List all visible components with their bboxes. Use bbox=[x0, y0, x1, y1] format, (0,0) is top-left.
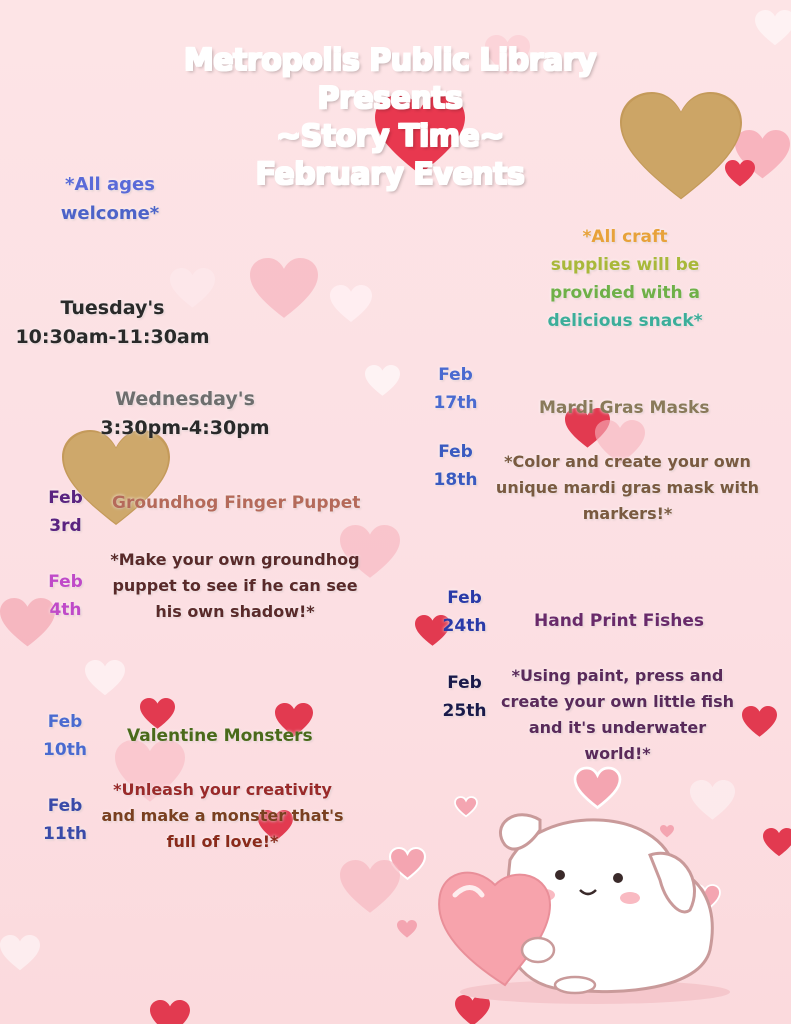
event-date-feb-11: Feb 11th bbox=[43, 796, 87, 844]
tuesday-label: Tuesday's bbox=[60, 297, 165, 319]
event-date-feb-10: Feb 10th bbox=[43, 712, 87, 760]
heart-icon bbox=[150, 1000, 190, 1024]
craft-supplies-note: *All craft supplies will be provided with a delicious snack* bbox=[547, 227, 703, 331]
wednesday-label: Wednesday's bbox=[115, 388, 255, 410]
heart-icon bbox=[763, 828, 791, 856]
wednesday-schedule bbox=[80, 385, 290, 443]
event-date-feb-18: Feb 18th bbox=[433, 442, 478, 490]
heart-icon bbox=[85, 660, 125, 695]
event-date-feb-4: Feb 4th bbox=[48, 572, 83, 620]
heart-icon bbox=[140, 698, 175, 729]
story-time-title: ~Story Time~ bbox=[276, 119, 504, 154]
library-name: Metropolis Public Library bbox=[183, 43, 597, 78]
tuesday-schedule bbox=[0, 294, 225, 352]
glitter-heart-icon bbox=[620, 92, 742, 199]
presents-line: Presents bbox=[317, 81, 463, 116]
heart-icon bbox=[397, 920, 417, 938]
event-desc-groundhog: *Make your own groundhog puppet to see if he can see his own shadow!* bbox=[110, 550, 360, 621]
heart-icon bbox=[340, 860, 400, 913]
page-header bbox=[150, 42, 630, 194]
heart-icon bbox=[250, 258, 318, 318]
event-title-valentine-monsters: Valentine Monsters bbox=[127, 726, 313, 746]
event-desc-valentine-monsters: *Unleash your creativity and make a monster that's full of love!* bbox=[101, 780, 344, 851]
heart-icon bbox=[725, 160, 755, 186]
event-desc-mardi-gras: *Color and create your own unique mardi gras mask with markers!* bbox=[495, 452, 760, 523]
event-date-feb-3: Feb 3rd bbox=[48, 488, 83, 536]
event-title-mardi-gras: Mardi Gras Masks bbox=[539, 398, 710, 418]
heart-icon bbox=[330, 285, 372, 322]
heart-icon bbox=[755, 10, 791, 45]
heart-icon bbox=[365, 365, 400, 396]
heart-icon bbox=[0, 935, 40, 970]
event-date-feb-25: Feb 25th bbox=[442, 673, 487, 721]
event-title-hand-print-fishes: Hand Print Fishes bbox=[534, 611, 705, 631]
event-desc-hand-print-fishes: *Using paint, press and create your own little fish and it's underwater world!* bbox=[500, 666, 735, 763]
event-date-feb-24: Feb 24th bbox=[442, 588, 487, 636]
february-events-title: February Events bbox=[255, 157, 525, 192]
all-ages-note: *All ages welcome* bbox=[60, 174, 160, 224]
tuesday-time: 10:30am-11:30am bbox=[15, 326, 210, 348]
event-title-groundhog: Groundhog Finger Puppet bbox=[112, 493, 361, 513]
heart-icon bbox=[742, 706, 777, 737]
bunny-with-heart-illustration bbox=[420, 800, 740, 1015]
wednesday-time: 3:30pm-4:30pm bbox=[100, 417, 270, 439]
event-date-feb-17: Feb 17th bbox=[433, 365, 478, 413]
